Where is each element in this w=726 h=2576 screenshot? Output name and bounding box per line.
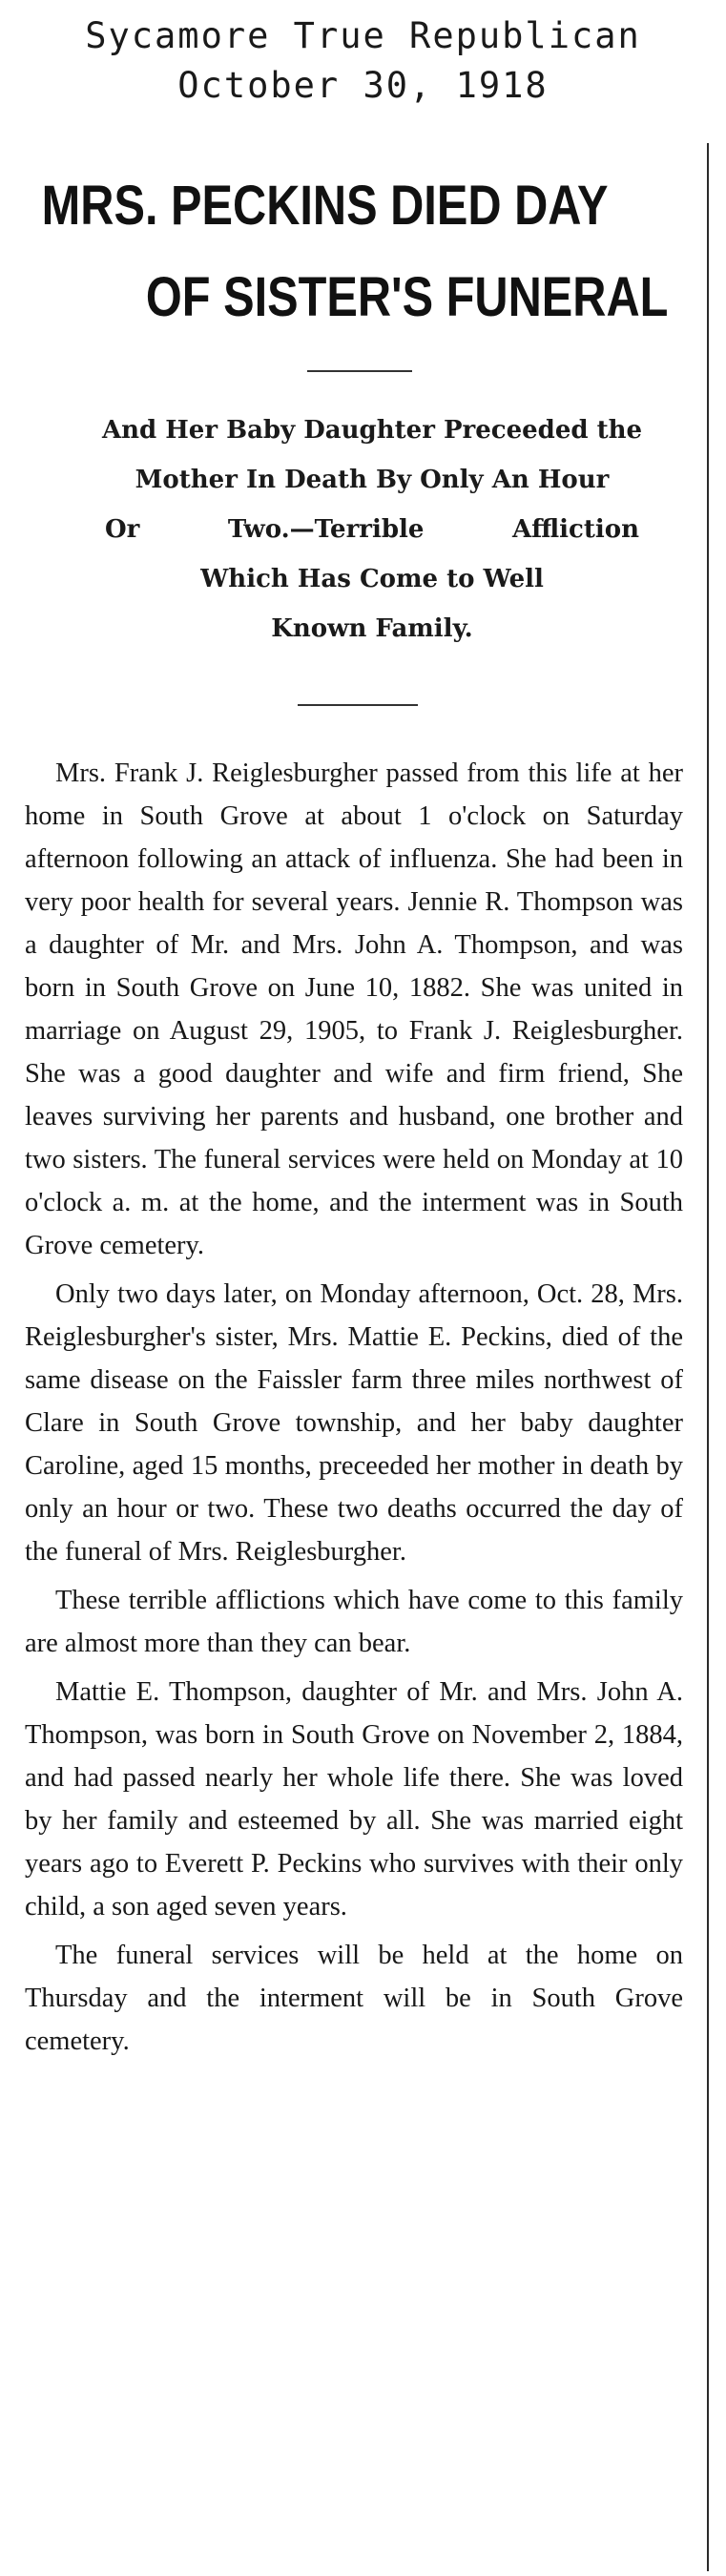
- deck-divider: [298, 704, 418, 706]
- deck-line-3-word: Two.—Terrible: [227, 515, 425, 544]
- headline: [0, 160, 706, 343]
- headline-line-2: OF SISTER'S FUNERAL: [145, 266, 669, 328]
- headline-line-1: MRS. PECKINS DIED DAY: [41, 175, 609, 237]
- newspaper-name: Sycamore True Republican: [85, 15, 641, 56]
- deck-line-3-word: Or: [105, 515, 140, 544]
- deck-line-3: [105, 505, 639, 554]
- deck-line-5: Known Family.: [271, 614, 473, 643]
- article-paragraph: The funeral services will be held at the home on Thursday and the interment will be in South Grove cemetery.: [25, 1941, 683, 2056]
- article-paragraph: These terrible afflictions which have come to this family are almost more than they can bear.: [25, 1586, 683, 1658]
- masthead: [0, 11, 726, 111]
- publication-date: October 30, 1918: [177, 65, 549, 106]
- deck-line-1: And Her Baby Daughter Preceeded the: [101, 416, 643, 445]
- article-body: [25, 752, 683, 2068]
- deck-line-4: Which Has Come to Well: [200, 565, 544, 593]
- deck-line-2: Mother In Death By Only An Hour: [135, 466, 610, 494]
- subheadline-deck: [38, 405, 706, 654]
- article-paragraph: Only two days later, on Monday afternoon, Oct. 28, Mrs. Reiglesburgher's sister, Mrs. Mattie E. Peckins, died of the same disease on the Faissler farm three miles northwest of Clare in South Grove township, and her baby daughter Caroline, aged 15 months, preceeded her mother in death by only an hour or two. These two deaths occurred the day of the funeral of Mrs. Reiglesburgher.: [25, 1279, 683, 1567]
- deck-line-3-word: Affliction: [511, 515, 639, 544]
- column-rule: [707, 143, 709, 2571]
- article-paragraph: Mattie E. Thompson, daughter of Mr. and Mrs. John A. Thompson, was born in South Grove on November 2, 1884, and had passed nearly her whole life there. She was loved by her family and esteemed by all. She was married eight years ago to Everett P. Peckins who survives with their only child, a son aged seven years.: [25, 1677, 683, 1922]
- article-paragraph: Mrs. Frank J. Reiglesburgher passed from this life at her home in South Grove at about 1 o'clock on Saturday afternoon following an attack of influenza. She had been in very poor health for several years. Jennie R. Thompson was a daughter of Mr. and Mrs. John A. Thompson, and was born in South Grove on June 10, 1882. She was united in marriage on August 29, 1905, to Frank J. Reiglesburgher. She was a good daughter and wife and firm friend, She leaves surviving her parents and husband, one brother and two sisters. The funeral services were held on Monday at 10 o'clock a. m. at the home, and the interment was in South Grove cemetery.: [25, 758, 683, 1260]
- headline-divider: [307, 370, 412, 372]
